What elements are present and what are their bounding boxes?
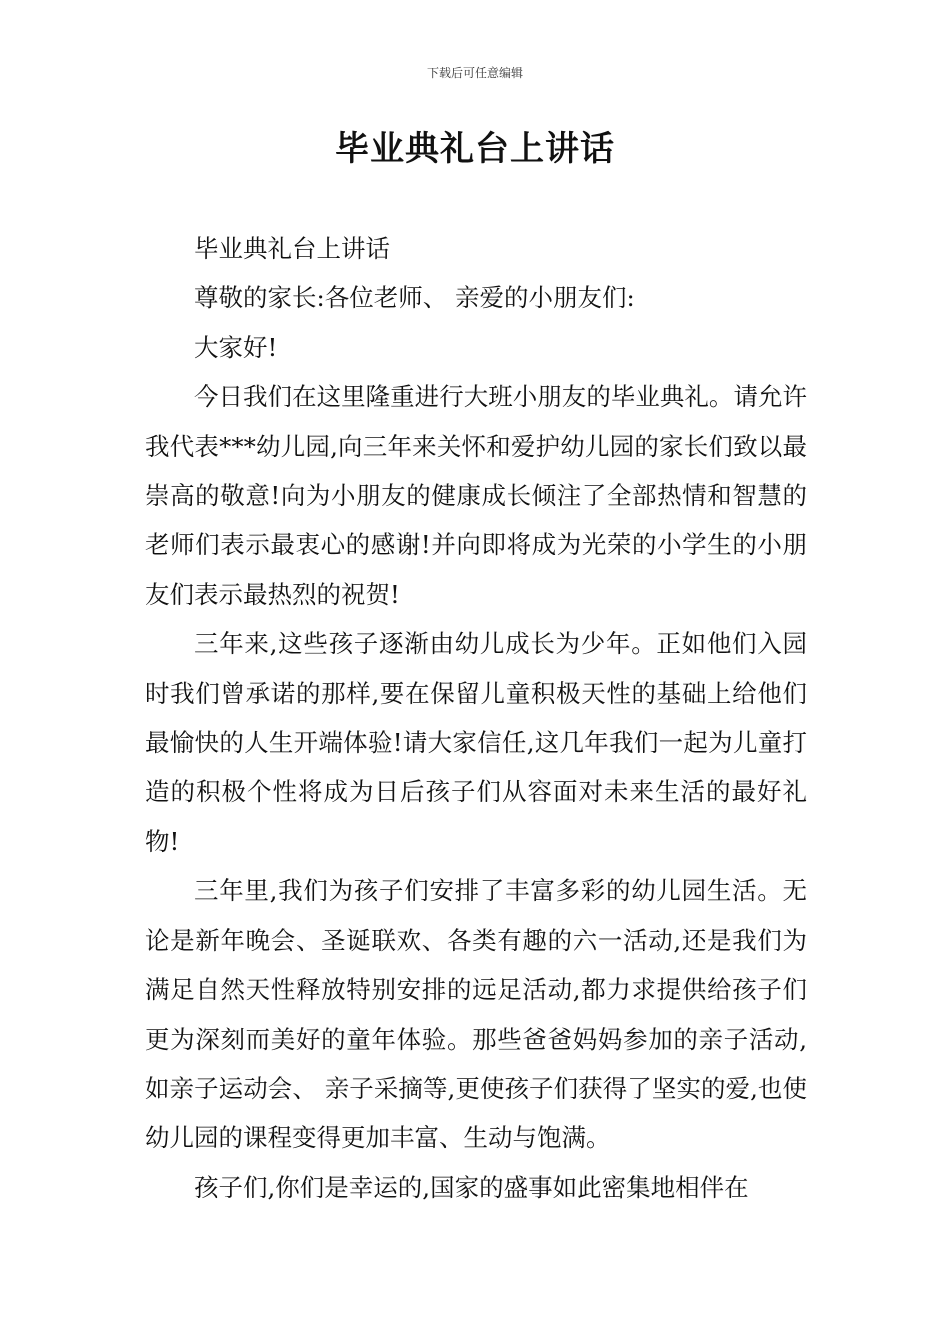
paragraph-greeting: 大家好! [194,332,278,362]
page-header-note: 下载后可任意编辑 [426,66,523,80]
document-title: 毕业典礼台上讲话 [335,129,615,169]
paragraph-subtitle: 毕业典礼台上讲话 [194,234,390,263]
paragraph-activities: 三年里,我们为孩子们安排了丰富多彩的幼儿园生活。无论是新年晚会、圣诞联欢、各类有趣的六一活动,还是我们为满足自然天性释放特别安排的远足活动,都力求提供给孩子们更为深刻而美好的童年体验。那些爸爸妈妈参加的亲子活动,如亲子运动会、 亲子采摘等,更使孩子们获得了坚实的爱,也使幼儿园的课程变得更加丰富、生动与饱满。 [145,876,807,1153]
paragraph-three-years: 三年来,这些孩子逐渐由幼儿成长为少年。正如他们入园时我们曾承诺的那样,要在保留儿童积极天性的基础上给他们最愉快的人生开端体验!请大家信任,这几年我们一起为儿童打造的积极个性将成为日后孩子们从容面对未来生活的最好礼物! [145,629,807,856]
paragraph-lucky: 孩子们,你们是幸运的,国家的盛事如此密集地相伴在 [194,1172,749,1202]
paragraph-opening: 今日我们在这里隆重进行大班小朋友的毕业典礼。请允许我代表***幼儿园,向三年来关怀和爱护幼儿园的家长们致以最崇高的敬意!向为小朋友的健康成长倾注了全部热情和智慧的老师们表示最衷心的感谢!并向即将成为光荣的小学生的小朋友们表示最热烈的祝贺! [145,382,807,609]
paragraph-salutation: 尊敬的家长:各位老师、 亲爱的小朋友们: [194,283,635,313]
document-body [145,224,807,1212]
